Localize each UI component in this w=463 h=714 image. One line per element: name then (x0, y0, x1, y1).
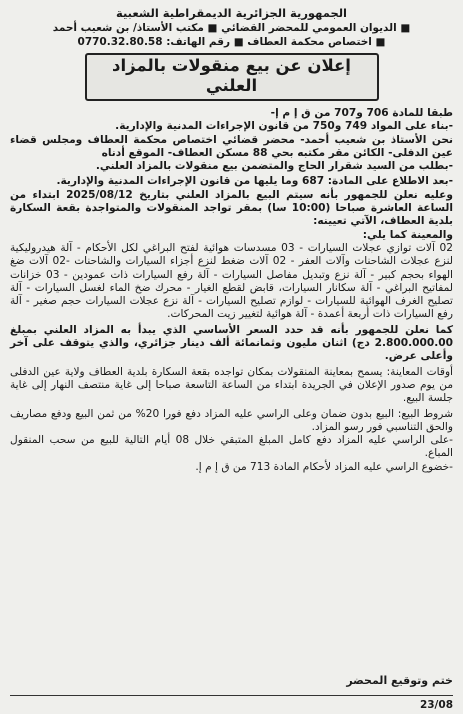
announcement-body (10, 107, 453, 474)
jurisdiction-phone-line: ■ اختصاص محكمة العطاف ■ رقم الهاتف: 0770.32.80.58 (77, 36, 386, 48)
legal-reference: طبقا للمادة 706 و707 من ق إ م إ- (270, 107, 453, 119)
sale-conditions: شروط البيع: البيع بدون ضمان وعلى الراسي عليه المزاد دفع فورا 20% من ثمن البيع ودفع مصاريف والحق التناسبي فور رسو المزاد. (10, 407, 453, 433)
title-box (85, 53, 379, 101)
header-block (10, 6, 453, 49)
items-list: 02 آلات توازي عجلات السيارات - 03 مسدسات هوائية لفتح البراغي لكل الأحكام - آلة هيدروليكية لنزع عجلات الشاحنات وآلات العفر - 02 آلات ضغط لنزع أجزاء السيارات والشاحنات -02 آلات ضغ الهواء بحجم كبير - آلة نزع وتبديل مفاصل السيارات - آلة رفع السيارات ذات عمودين - 03 خزانات لمفاتيح البراغي - آلة سكانار السيارات، قابض لقطع الغيار - محرك ضخ الماء لغسل السيارات - آلة تصليح الغرف الهوائية للسيارات - لوازم تصليح السيارات - آلة نزع عجلات السيارات حجم صغير - آلة رفع السيارات ذات أربعة أعمدة - آلة هوائية لتغيير زيت المحركات. (10, 241, 454, 321)
republic-line: الجمهورية الجزائرية الديمقراطية الشعبية (115, 6, 347, 20)
footer-divider (10, 695, 453, 696)
office-line: ■ الديوان العمومي للمحضر القضائي ■ مكتب الأستاذ/ بن شعيب أحمد (52, 22, 411, 34)
legal-basis: -بناء على المواد 749 و750 من قانون الإجراءات المدنية والإدارية. (115, 120, 453, 133)
sale-date-location: وعليه نعلن للجمهور بأنه سيتم البيع بالمزاد العلني بتاريخ 2025/08/12 ابتداء من الساعة العاشرة صباحا (10:00 سا) بمقر تواجد المنقولات والمتواجدة بقعة السكارة بلدية العطاف، الآتي تعيينه: (10, 188, 453, 228)
article-compliance: -خضوع الراسي عليه المزاد لأحكام المادة 713 من ق إ م إ. (195, 460, 453, 473)
footer (10, 670, 453, 714)
items-intro: والمعينة كما يلي: (362, 228, 453, 241)
bailiff-identity: نحن الأستاذ بن شعيب أحمد- محضر قضائي اختصاص محكمة العطاف ومجلس قضاء عين الدفلى- الكائن مقر مكتبه بحي 88 مسكن العطاف- الموقع أدناه (10, 133, 453, 159)
payment-condition: -على الراسي عليه المزاد دفع كامل المبلغ المتبقي خلال 08 أيام التالية للبيع من سحب المنقول المباع. (10, 434, 453, 460)
legal-review: -بعد الاطلاع على المادة: 687 وما يليها من قانون الإجراءات المدنية والإدارية. (56, 175, 453, 188)
announcement-title: إعلان عن بيع منقولات بالمزاد العلني (112, 56, 351, 95)
signature-label: ختم وتوقيع المحضر (346, 674, 453, 687)
requester: -بطلب من السيد شقرار الحاج والمتضمن بيع منقولات بالمزاد العلني. (95, 160, 453, 173)
inspection-times: أوقات المعاينة: يسمح بمعاينة المنقولات بمكان تواجده بقعة السكارة بلدية العطاف ولاية عين الدفلى من يوم صدور الإعلان في الجريدة ابتداء من الساعة التاسعة صباحا إلى غاية منتصف النهار إلى غاية جلسة البيع. (10, 365, 453, 405)
starting-price: كما نعلن للجمهور بأنه قد حدد السعر الأساسي الذي يبدأ به المزاد العلني بمبلغ 2.800.000.00 دج) اثنان مليون وثمانمائة ألف دينار جزائري، والذي يتوقف على آخر وأعلى عرض. (10, 323, 453, 363)
reference-code: 23/08 (419, 699, 453, 711)
